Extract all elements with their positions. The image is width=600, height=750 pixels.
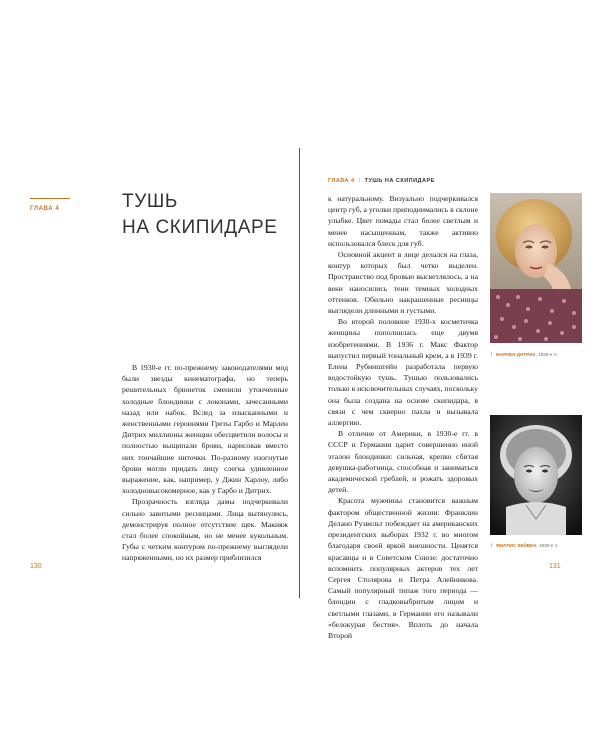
portrait-photo-bw <box>490 415 582 535</box>
running-head-separator: / <box>358 178 361 184</box>
paragraph: В 1930-е гг. по-прежнему законодателями мод были звезды кинематографа, но теперь решительных брюнеток сменили утонченные холодные блондинки с локонами, зачесанными назад или набок. Вслед за изысканными и женственными героинями Греты Гарбо и Марлен Дитрих миллионы женщин обесцветили волосы и полностью выщипали брови, нарисовав вместо них тончайшие ниточки. По-разному изогнутые брови могли придать лицу слегка удивленное выражение, как, например, у Джин Харлоу, либо холодновысокомерное, как у Гарбо и Дитрих. <box>122 363 288 496</box>
paragraph: Красота мужчины становится важным фактором общественной жизни: Франклин Делано Рузвельт побеждает на американских президентских выборах 1932 г. во многом благодаря своей яркой внешности. Ценятся красавцы и в Советском Союзе: достаточно вспомнить популярных актеров тех лет Сергея Столярова и Петра Алейникова. Самый популярный типаж того периода — блондин с гладковыбритым лицом и светлыми глазами, в Германии его называли «белокурая бестия». Вплоть до начала Второй <box>328 496 478 640</box>
chapter-label: ГЛАВА 4 <box>30 206 60 212</box>
paragraph: Во второй половине 1930-х косметичка женщины пополнилась еще двумя изобретениями. В 1936 г. Макс Фактор выпустил первый тональный крем, а в 1939 г. Елена Рубинштейн разработала первую водостойкую тушь. Тушью пользовались только в исключительных случаях, поскольку она была создана на основе скипидара, в связи с чем скверно пахла и вызывала аллергию. <box>328 317 478 428</box>
chapter-title-line2: НА СКИПИДАРЕ <box>122 217 278 238</box>
chapter-rule <box>30 198 70 199</box>
book-spine <box>299 148 300 598</box>
paragraph: В отличие от Америки, в 1930-е гг. в СССР и Германии царит совершенно иной эталон блондинки: сильная, крепко сбитая девушка-работница, способная и заниматься академической греблей, и рожать здоровых детей. <box>328 429 478 495</box>
arrow-up-icon: ↑ <box>490 352 493 358</box>
running-head <box>328 178 435 184</box>
caption-bw-portrait: ↑ ФИЛЛИС КЕЙВЕН, 1930-е гг. <box>490 543 559 549</box>
page-number-right: 131 <box>549 563 561 570</box>
arrow-up-icon: ↑ <box>490 543 493 549</box>
caption-year: 1930-е гг. <box>539 543 559 548</box>
page-number-left: 130 <box>30 563 42 570</box>
paragraph: Основной акцент в лице делался на глаза, контур которых был четко выделен. Пространство под бровью высветлялось, а на веки наносились тени темных холодных оттенков. Обильно накрашенные ресницы выглядели длинными и густыми. <box>328 250 478 316</box>
portrait-photo-dietrich <box>490 193 582 343</box>
caption-name: ФИЛЛИС КЕЙВЕН <box>496 543 537 548</box>
left-body-text <box>122 362 288 564</box>
caption-year: 1930-е гг. <box>538 352 558 357</box>
paragraph: к натуральному. Визуально подчеркивался центр губ, а уголки приподнимались в склоне улыбке. Цвет помады стал более светлым и менее насыщенным, также активно использовался блеск для губ. <box>328 194 478 248</box>
caption-dietrich: ↑ МАРЛЕН ДИТРИХ, 1930-е гг. <box>490 352 558 358</box>
chapter-title-line1: ТУШЬ <box>122 191 178 212</box>
right-body-text <box>328 193 478 641</box>
caption-name: МАРЛЕН ДИТРИХ <box>496 352 536 357</box>
paragraph: Прозрачность взгляда дамы подчеркивали сильно завитыми ресницами. Лица вытянулись, демонстрируя полное отсутствие щек. Макияж стал более спокойным, но не менее кукольным. Губы с четким контуром по-прежнему выглядели напряженными, но их размер приблизился <box>122 497 288 563</box>
running-head-title: ТУШЬ НА СКИПИДАРЕ <box>364 178 435 184</box>
chapter-title <box>122 189 292 241</box>
running-head-chapter: ГЛАВА 4 <box>328 178 355 184</box>
